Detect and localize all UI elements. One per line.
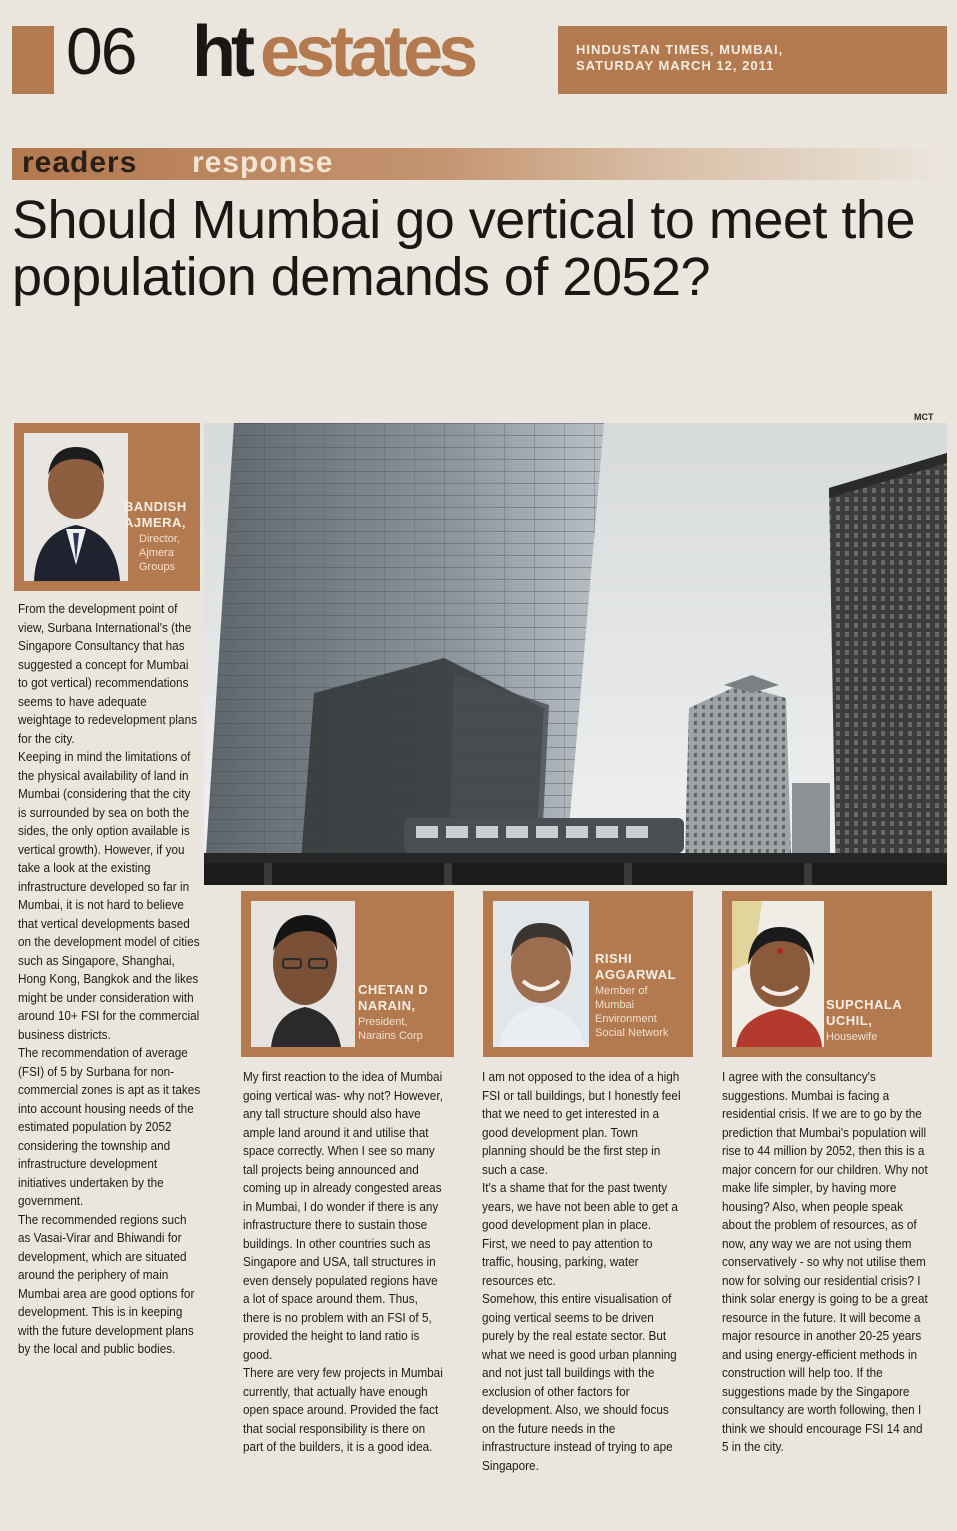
paper-date: SATURDAY MARCH 12, 2011	[576, 58, 775, 73]
profile-name-line1: BANDISH	[124, 499, 187, 514]
article-column-chetan	[243, 1068, 446, 1457]
avatar	[251, 901, 355, 1047]
article-column-supchala	[722, 1068, 931, 1457]
profile-name-line2: AJMERA,	[124, 515, 187, 530]
profile-role-line: Member of	[595, 985, 648, 997]
article-column-rishi	[482, 1068, 685, 1475]
brand-ht: ht	[192, 12, 250, 92]
portrait-illustration	[732, 901, 824, 1047]
paragraph: My first reaction to the idea of Mumbai going vertical was- why not? However, any tall structure should also have ample land around it and utilise that space correctly. When I see so many tall projects being announced and coming up in already congested areas in Mumbai, I do wonder if there is any infrastructure there to sustain those buildings. In other countries such as Singapore and USA, tall structures in even densely populated regions have a lot of space around them. Thus, there is no problem with an FSI of 5, provided the height to land ratio is good.	[243, 1070, 443, 1362]
paragraph: I agree with the consultancy's suggestions. Mumbai is facing a residential crisis. If we are to go by the prediction that Mumbai's population will rise to 44 million by 2052, then this is a major concern for our children. Why not make life simpler, by having more housing? Also, when people speak about the problem of resources, as of now, any way we are not using them conservatively - so why not utilise them now for solving our residential crisis? I think solar energy is going to be a great resource in the future. It will become a major resource in another 20-25 years and using energy-efficient methods in construction will help too. If the suggestions made by the Singapore consultancy are worth following, then I think we should encourage FSI 14 and 5 in the city.	[722, 1070, 928, 1454]
profile-role-line: Narains Corp	[358, 1030, 423, 1042]
profile-card-rishi	[483, 891, 693, 1057]
portrait-illustration	[251, 901, 355, 1047]
skyscraper-illustration	[204, 423, 947, 885]
profile-role-line: Social Network	[595, 1027, 669, 1039]
profile-name-line2: AGGARWAL	[595, 967, 677, 982]
paragraph: From the development point of view, Surbana International's (the Singapore Consultancy that has suggested a concept for Mumbai to got vertical) recommendations seems to have adequate weightage to redevelopment plans for the city.	[18, 602, 197, 746]
paragraph: It's a shame that for the past twenty years, we have not been able to get a good development plan in place.	[482, 1181, 678, 1232]
paragraph: The recommended regions such as Vasai-Virar and Bhiwandi for development, which are situated around the periphery of main Mumbai area are good options for development. This is in keeping with the future development plans by the local and public bodies.	[18, 1212, 195, 1356]
page-number: 06	[66, 14, 136, 88]
headline: Should Mumbai go vertical to meet the population demands of 2052?	[12, 190, 915, 307]
profile-role-line: Housewife	[826, 1031, 878, 1043]
skyscraper-photo	[204, 423, 947, 885]
section-label-readers: readers	[22, 146, 138, 179]
profile-name-line2: UCHIL,	[826, 1013, 873, 1028]
section-band	[12, 148, 947, 180]
profile-name-line1: RISHI	[595, 951, 633, 966]
portrait-illustration	[24, 433, 128, 581]
avatar	[493, 901, 589, 1047]
profile-card-chetan	[241, 891, 454, 1057]
profile-role-line: Groups	[139, 561, 176, 573]
paragraph: The recommendation of average (FSI) of 5 by Surbana for non-commercial zones is apt as it takes into account housing needs of the estimated population by 2052 considering the township and infrastructure development initiatives undertaken by the government.	[18, 1046, 201, 1208]
profile-name-line1: CHETAN D	[358, 982, 429, 997]
brand-estates: estates	[260, 12, 474, 92]
paragraph: I am not opposed to the idea of a high FSI or tall buildings, but I honestly feel that we need to get interested in a good development plan. Town planning should be the first step in such a case.	[482, 1070, 681, 1177]
paragraph: Somehow, this entire visualisation of going vertical seems to be driven purely by the real estate sector. But what we need is good urban planning and not just tall buildings with the exclusion of other factors for development. Also, we should focus on the future needs in the infrastructure instead of trying to ape Singapore.	[482, 1292, 677, 1473]
portrait-illustration	[493, 901, 589, 1047]
profile-name-line2: NARAIN,	[358, 998, 416, 1013]
profile-role-line: Mumbai	[595, 999, 635, 1011]
paragraph: Keeping in mind the limitations of the physical availability of land in Mumbai (considering that the city is surrounded by sea on both the sides, the only option available is vertical growth). However, if you take a look at the existing infrastructure developed so far in Mumbai, it is not hard to believe that vertical developments based on the development model of cities such as Singapore, Shanghai, Hong Kong, Bangkok and the likes might be under consideration with around 10+ FSI for the commercial business districts.	[18, 750, 200, 1042]
photo-credit: MCT	[914, 412, 934, 422]
profile-role-line: Director,	[139, 533, 180, 545]
profile-role-line: President,	[358, 1016, 408, 1028]
paper-name: HINDUSTAN TIMES, MUMBAI,	[576, 42, 784, 57]
paragraph: First, we need to pay attention to traffic, housing, parking, water resources etc.	[482, 1236, 653, 1288]
profile-card-supchala	[722, 891, 932, 1057]
avatar	[732, 901, 824, 1047]
profile-role-line: Ajmera	[139, 547, 174, 559]
masthead-band-left	[12, 26, 54, 94]
avatar	[24, 433, 128, 581]
profile-name-line1: SUPCHALA	[826, 997, 903, 1012]
section-label-response: response	[192, 146, 334, 179]
paragraph: There are very few projects in Mumbai currently, that actually have enough open space around. Provided the fact that social responsibility is there on part of the builders, it is a good idea.	[243, 1366, 443, 1454]
profile-role-line: Environment	[595, 1013, 657, 1025]
profile-card-bandish	[14, 423, 200, 591]
article-column-bandish	[18, 600, 200, 1359]
